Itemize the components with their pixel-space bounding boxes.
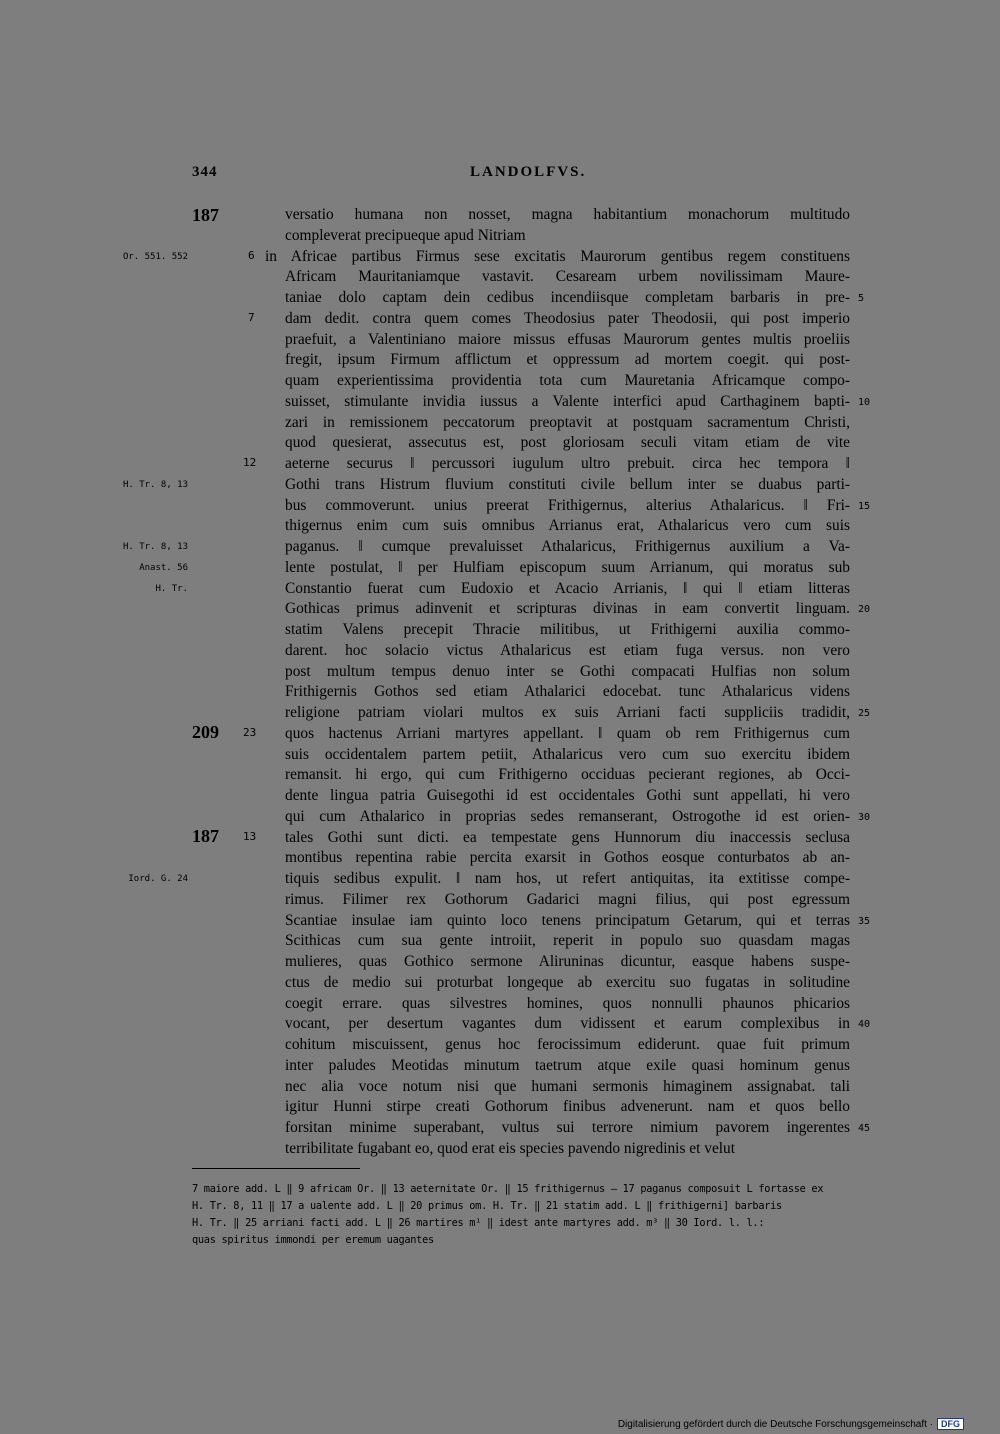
running-title: LANDOLFVS.	[470, 164, 587, 180]
text-line: ctus de medio sui proturbat longeque ab exercitu suo fugatas in solitudine	[285, 973, 850, 991]
text-line: aeterne securus ‖ percussori iugulum ultro prebuit. circa hec tempora ‖	[285, 455, 850, 472]
text-line: qui cum Athalarico in proprias sedes remanserant, Ostrogothe id est orien-	[285, 807, 850, 825]
text-line: tiquis sedibus expulit. ‖ nam hos, ut refert antiquitas, ita extitisse compe-	[285, 870, 850, 887]
margin-ref: Anast. 56	[139, 563, 188, 573]
line-number: 25	[858, 708, 871, 719]
margin-ref: Iord. G. 24	[128, 874, 188, 884]
margin-ref: H. Tr. 8, 13	[122, 542, 188, 552]
footnote-line: H. Tr. ‖ 25 arriani facti add. L ‖ 26 martires m¹ ‖ idest ante martyres add. m³ ‖ 30 Iord. l. l.:	[192, 1217, 765, 1229]
side-number: 187	[192, 205, 219, 225]
text-line: coegit errare. quas silvestres homines, quos nonnulli phaunos phicarios	[285, 994, 850, 1012]
text-line: montibus repentina rabie percita exarsit in Gothos eosque conturbatos ab an-	[285, 849, 850, 867]
text-line: tales Gothi sunt dicti. ea tempestate gens Hunnorum diu inaccessis seclusa	[285, 828, 850, 846]
text-line: forsitan minime superabant, vultus sui terrore nimium pavorem ingerentes	[285, 1119, 850, 1136]
margin-ref: H. Tr. 8, 13	[122, 480, 188, 490]
text-line: nec alia voce notum nisi que humani sermonis himaginem assignabat. tali	[285, 1077, 850, 1095]
text-line: rimus. Filimer rex Gothorum Gadarici magni filius, qui post egressum	[285, 890, 850, 908]
text-line: Gothi trans Histrum fluvium constituti civile bellum inter se duabus parti-	[285, 475, 850, 493]
text-line: zari in remissionem peccatorum preoptavit at postquam sacramentum Christi,	[285, 413, 850, 431]
text-line: Scantiae insulae iam quinto loco tenens principatum Getarum, qui et terras	[285, 911, 850, 929]
sub-number: 13	[243, 830, 257, 843]
text-line: praefuit, a Valentiniano maiore missus effusas Maurorum gentes multis proeliis	[285, 330, 850, 348]
text-line: terribilitate fugabant eo, quod erat eis species pavendo nigredinis et velut	[285, 1139, 736, 1157]
line-number: 40	[858, 1019, 871, 1031]
text-line: religione patriam violari multos ex suis Arriani facti suppliciis tradidit,	[285, 704, 850, 721]
sub-number: 12	[243, 456, 257, 469]
text-line: Africam Mauritaniamque vastavit. Cesaream urbem novilissimam Maure-	[285, 268, 850, 286]
line-number: 15	[858, 500, 871, 512]
footnote-line: H. Tr. 8, 11 ‖ 17 a ualente add. L ‖ 20 primus om. H. Tr. ‖ 21 statim add. L ‖ frithigerni] barbaris	[192, 1200, 782, 1212]
text-line: compleverat precipueque apud Nitriam	[285, 226, 526, 244]
line-number: 5	[858, 293, 865, 304]
sub-number: 23	[243, 726, 257, 739]
text-line: dam dedit. contra quem comes Theodosius pater Theodosii, qui post imperio	[285, 309, 850, 327]
text-line: taniae dolo captam dein cedibus incendiisque completam barbaris in pre-	[285, 289, 850, 306]
text-line: dente lingua patria Guisegothi id est occidentales Gothi sunt appellati, hi vero	[285, 787, 850, 804]
text-line: thigernus enim cum suis omnibus Arrianus erat, Athalaricus vero cum suis	[285, 517, 850, 535]
margin-ref: Or. 551. 552	[122, 252, 188, 262]
text-line: Gothicas primus adinvenit et scripturas divinas in eam convertit linguam.	[285, 600, 850, 618]
side-number: 209	[192, 722, 219, 742]
footnote-line: 7 maiore add. L ‖ 9 africam Or. ‖ 13 aeternitate Or. ‖ 15 frithigernus — 17 paganus composuit L fortasse ex	[192, 1183, 824, 1195]
text-line: quod quesierat, assecutus est, post gloriosam seculi vitam etiam de vite	[285, 434, 850, 452]
text-line: suisset, stimulante invidia iussus a Valente interfici apud Carthaginem bapti-	[285, 392, 850, 410]
side-number: 187	[192, 826, 219, 846]
text-line: darent. hoc solacio victus Athalaricus est etiam fuga versus. non vero	[285, 641, 850, 659]
text-line: statim Valens precepit Thracie militibus, ut Frithigerni auxilia commo-	[285, 621, 850, 638]
text-line: suis occidentalem partem petiit, Athalaricus vero cum suo exercitu ibidem	[285, 745, 850, 763]
text-line: Scithicas cum sua gente introiit, reperit in populo suo quasdam magas	[285, 932, 850, 950]
margin-ref: H. Tr.	[155, 584, 188, 594]
text-line: lente postulat, ‖ per Hulfiam episcopum suum Arrianum, qui moratus sub	[285, 558, 850, 576]
text-line: cohitum miscuissent, genus hoc ferocissimum ediderunt. quae fuit primum	[285, 1036, 850, 1053]
text-line: vocant, per desertum vagantes dum vidissent et earum complexibus in	[285, 1015, 850, 1033]
text-line: paganus. ‖ cumque prevaluisset Athalaricus, Frithigernus auxilium a Va-	[285, 538, 850, 555]
text-line: mulieres, quas Gothico sermone Aliruninas dicuntur, easque habens suspe-	[285, 953, 850, 970]
text-line: quos hactenus Arriani martyres appellant. ‖ quam ob rem Frithigernus cum	[285, 724, 850, 742]
text-line: versatio humana non nosset, magna habitantium monachorum multitudo	[285, 206, 850, 223]
footnote-line: quas spiritus immondi per eremum uagantes	[192, 1234, 434, 1246]
footer-credit	[618, 1418, 964, 1430]
text-line: in Africae partibus Firmus sese excitatis Maurorum gentibus regem constituens	[265, 247, 850, 265]
text-line: inter paludes Meotidas minutum taetrum atque exile quasi hominum genus	[285, 1056, 850, 1074]
line-number: 10	[858, 396, 871, 408]
text-line: igitur Hunni stirpe creati Gothorum finibus advenerunt. nam et quos bello	[285, 1098, 850, 1116]
text-line: remansit. hi ergo, qui cum Frithigerno occiduas pecierant regiones, ab Occi-	[285, 766, 850, 784]
text-line: fregit, ipsum Firmum afflictum et oppressum ad mortem coegit. qui post-	[285, 351, 850, 369]
text-line: post multum tempus denuo inter se Gothi compacati Hulfias non solum	[285, 662, 850, 680]
text-line: Constantio fuerat cum Eudoxio et Acacio Arrianis, ‖ qui ‖ etiam litteras	[285, 579, 850, 597]
footnote-rule	[192, 1168, 360, 1169]
footer-text: Digitalisierung gefördert durch die Deutsche Forschungsgemeinschaft ·	[617, 1418, 933, 1430]
text-line: bus commoverunt. unius preerat Frithigernus, alterius Athalaricus. ‖ Fri-	[285, 496, 850, 514]
sub-number: 7	[248, 311, 255, 324]
dfg-logo: DFG	[937, 1418, 964, 1430]
line-number: 35	[858, 915, 871, 927]
line-number: 30	[858, 811, 871, 823]
sub-number: 6	[248, 249, 255, 262]
line-number: 45	[858, 1123, 871, 1134]
line-number: 20	[858, 604, 871, 616]
text-line: quam experientissima providentia tota cum Mauretania Africamque compo-	[285, 372, 850, 389]
text-line: Frithigernis Gothos sed etiam Athalarici edocebat. tunc Athalaricus videns	[285, 683, 850, 701]
page-number: 344	[192, 164, 218, 180]
